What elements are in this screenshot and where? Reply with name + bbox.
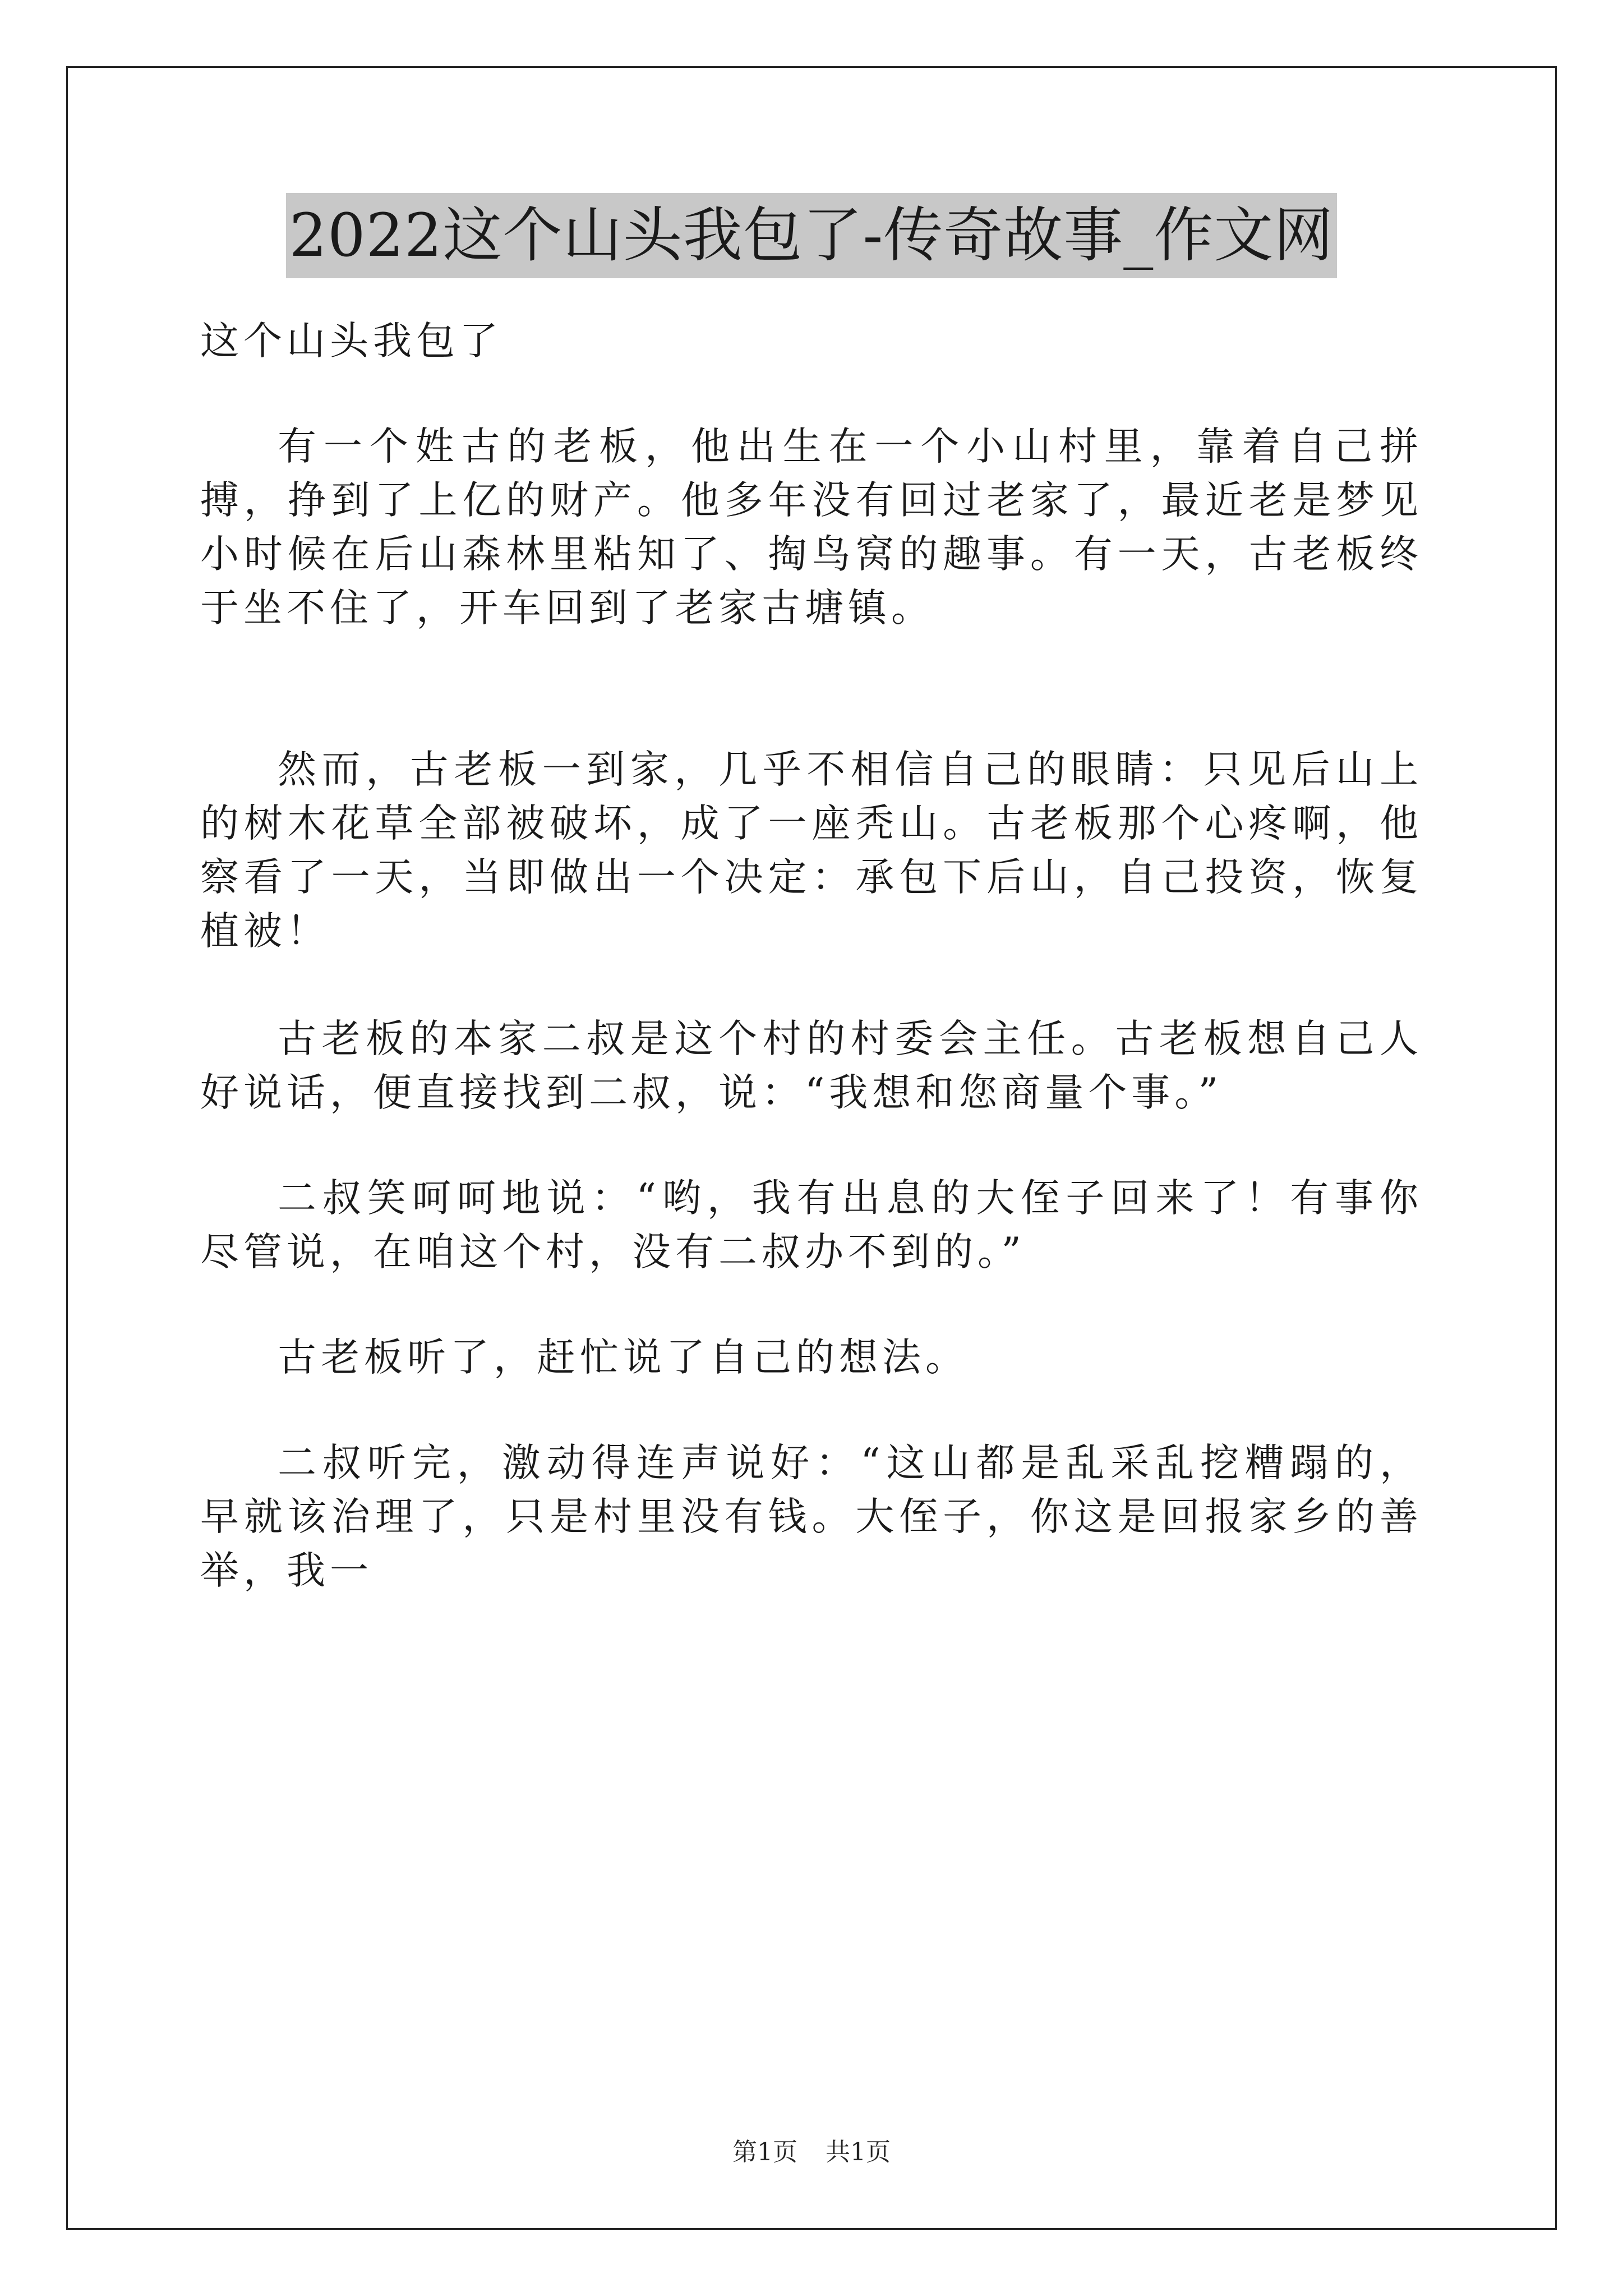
paragraph-2: 然而，古老板一到家，几乎不相信自己的眼睛：只见后山上的树木花草全部被破坏，成了一座秃山。古老板那个心疼啊，他察看了一天，当即做出一个决定：承包下后山，自己投资，恢复植被！ [200, 747, 1423, 954]
paragraph-5: 古老板听了，赶忙说了自己的想法。 [278, 1335, 969, 1380]
paragraph-1: 有一个姓古的老板，他出生在一个小山村里，靠着自己拼搏，挣到了上亿的财产。他多年没有回过老家了，最近老是梦见小时候在后山森林里粘知了、掏鸟窝的趣事。有一天，古老板终于坐不住了，开车回到了老家古塘镇。 [200, 424, 1423, 631]
document-body [200, 314, 1423, 1649]
page-number-total: 共1页 [826, 2138, 891, 2166]
document-subtitle: 这个山头我包了 [200, 319, 502, 364]
document-title: 2022这个山头我包了-传奇故事_作文网 [286, 193, 1338, 278]
title-wrap [0, 193, 1623, 278]
blank-line [200, 689, 1423, 743]
paragraph-4: 二叔笑呵呵地说：“哟，我有出息的大侄子回来了！有事你尽管说，在咱这个村，没有二叔办不到的。” [200, 1176, 1423, 1274]
paragraph-6: 二叔听完，激动得连声说好：“这山都是乱采乱挖糟蹋的，早就该治理了，只是村里没有钱。大侄子，你这是回报家乡的善举，我一 [200, 1441, 1423, 1593]
page-footer [0, 2132, 1623, 2168]
page-number-current: 第1页 [732, 2138, 797, 2166]
paragraph-3: 古老板的本家二叔是这个村的村委会主任。古老板想自己人好说话，便直接找到二叔，说：“我想和您商量个事。” [200, 1016, 1423, 1115]
